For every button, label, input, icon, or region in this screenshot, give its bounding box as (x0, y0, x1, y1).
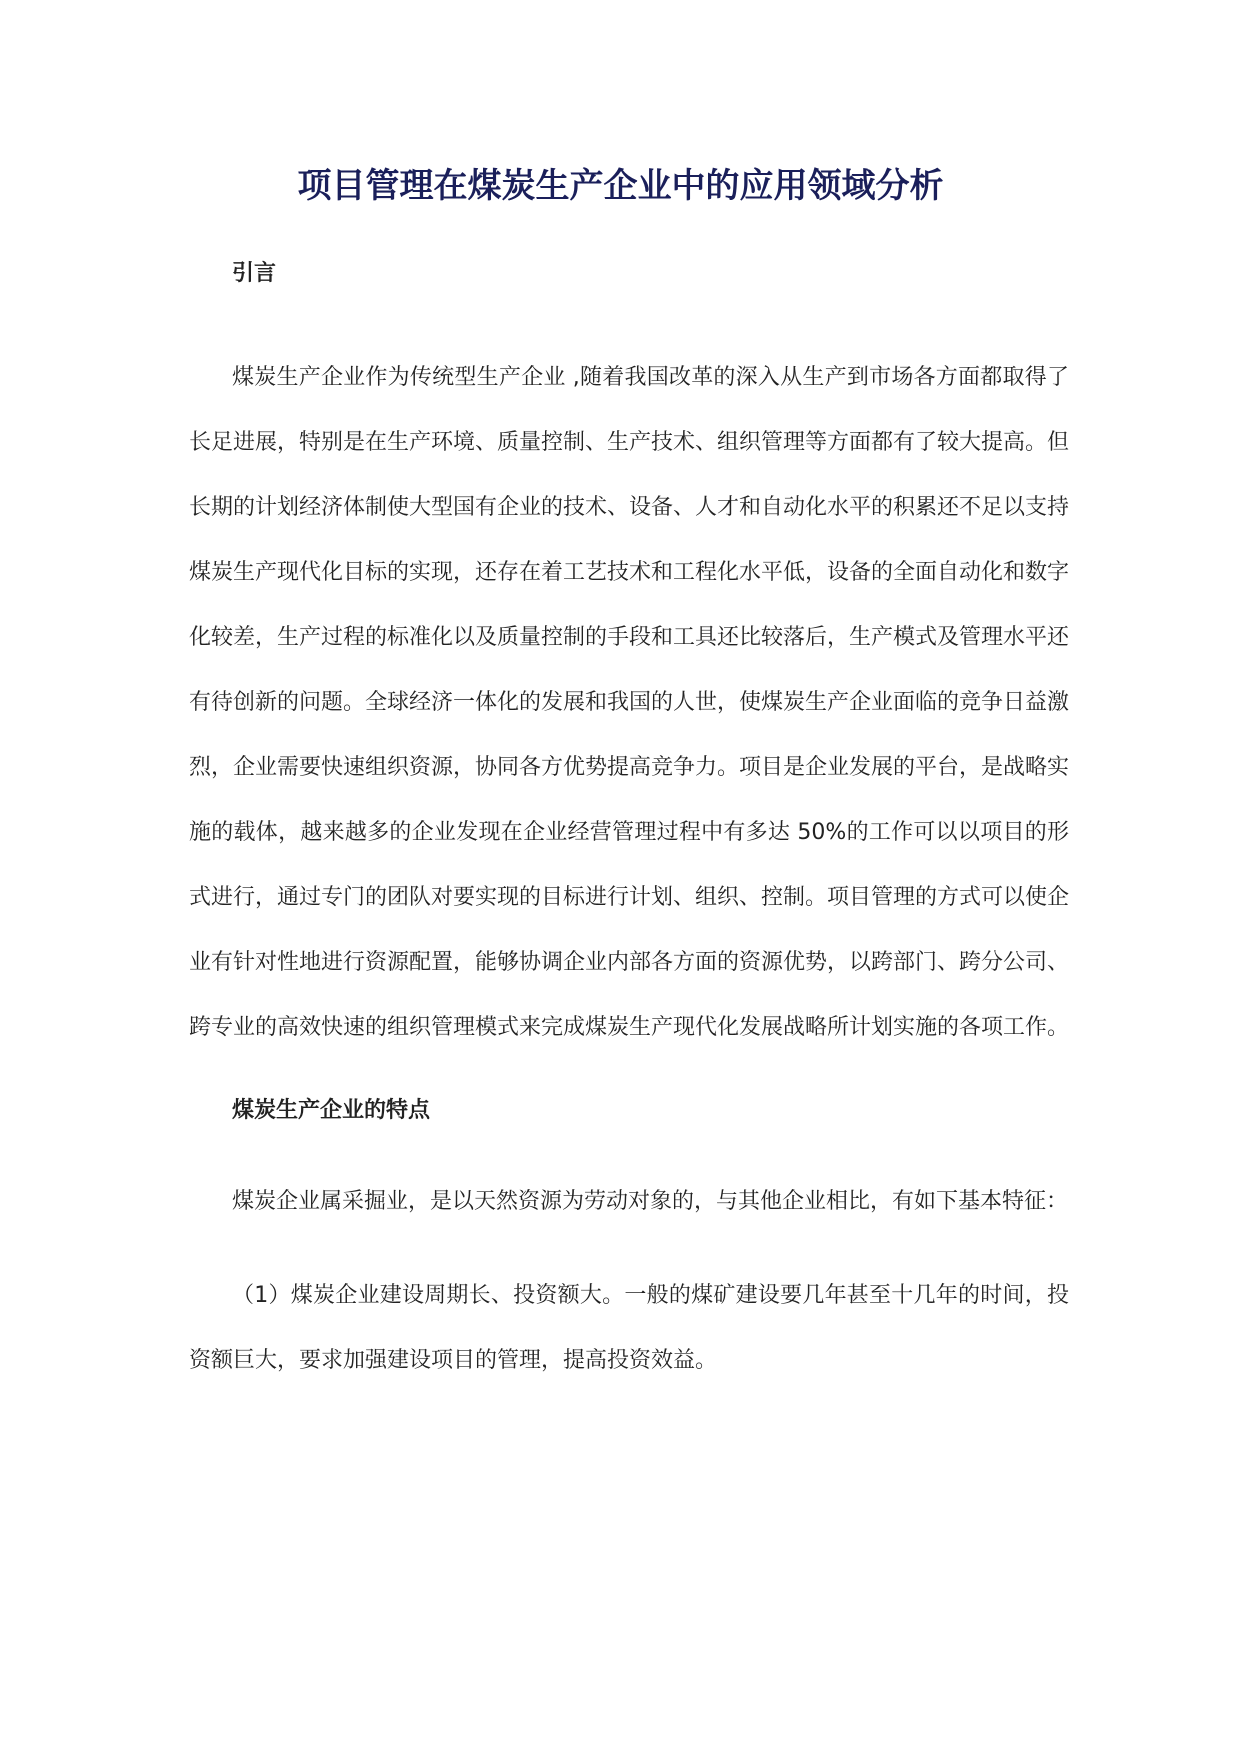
section-heading-introduction: 引言 (232, 261, 277, 286)
paragraph-introduction: 煤炭生产企业作为传统型生产企业 ,随着我国改革的深入从生产到市场各方面都取得了长足进展，特别是在生产环境、质量控制、生产技术、组织管理等方面都有了较大提高。但长期的计划经济体制使大型国有企业的技术、设备、人才和自动化水平的积累还不足以支持煤炭生产现代化目标的实现，还存在着工艺技术和工程化水平低，设备的全面自动化和数字化较差，生产过程的标准化以及质量控制的手段和工具还比较落后，生产模式及管理水平还有待创新的问题。全球经济一体化的发展和我国的人世，使煤炭生产企业面临的竞争日益激烈，企业需要快速组织资源，协同各方优势提高竞争力。项目是企业发展的平台，是战略实施的载体，越来越多的企业发现在企业经营管理过程中有多达 50%的工作可以以项目的形式进行，通过专门的团队对要实现的目标进行计划、组织、控制。项目管理的方式可以使企业有针对性地进行资源配置，能够协调企业内部各方面的资源优势，以跨部门、跨分公司、跨专业的高效快速的组织管理模式来完成煤炭生产现代化发展战略所计划实施的各项工作。 (189, 365, 1070, 1040)
section-heading-characteristics: 煤炭生产企业的特点 (232, 1098, 431, 1123)
document-title: 项目管理在煤炭生产企业中的应用领域分析 (297, 166, 944, 206)
paragraph-characteristics-intro: 煤炭企业属采掘业，是以天然资源为劳动对象的，与其他企业相比，有如下基本特征： (232, 1189, 1069, 1214)
paragraph-characteristic-1: （1）煤炭企业建设周期长、投资额大。一般的煤矿建设要几年甚至十几年的时间，投资额巨大，要求加强建设项目的管理，提高投资效益。 (189, 1283, 1069, 1373)
